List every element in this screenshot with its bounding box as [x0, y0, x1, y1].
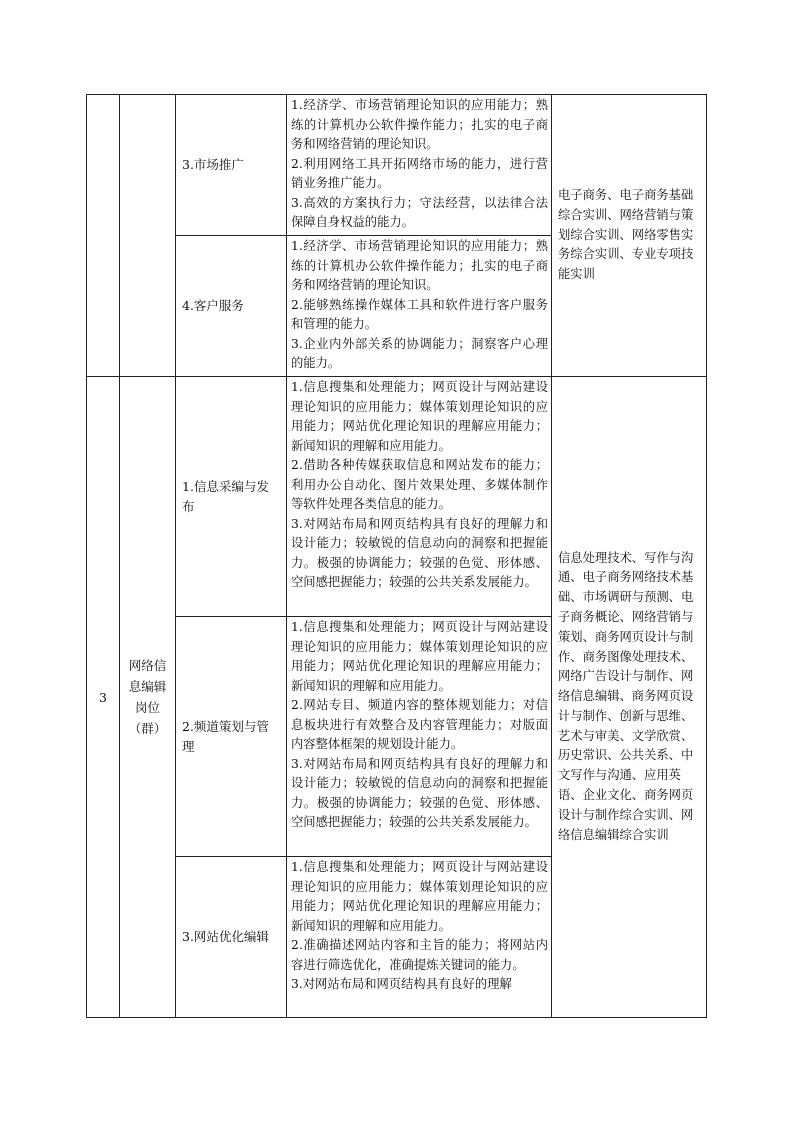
ability-item: 3.企业内外部关系的协调能力；洞察客户心理的能力。	[291, 336, 548, 370]
abilities-cell	[287, 95, 552, 236]
ability-item: 1.信息搜集和处理能力；网页设计与网站建设理论知识的应用能力；媒体策划理论知识的应用能力；网站优化理论知识的理解应用能力；新闻知识的理解和应用能力。	[291, 380, 548, 453]
row-index-cell	[87, 95, 120, 377]
courses-cell: 电子商务、电子商务基础综合实训、网络营销与策划综合实训、网络零售实务综合实训、专业专项技能实训	[552, 95, 707, 377]
table-row	[87, 377, 707, 617]
ability-item: 3.对网站布局和网页结构具有良好的理解力和设计能力；较敏锐的信息动向的洞察和把握能力。极强的协调能力；较强的色觉、形体感、空间感把握能力；较强的公共关系发展能力。	[291, 516, 548, 589]
post-cell	[120, 95, 176, 377]
ability-item: 3.对网站布局和网页结构具有良好的理解	[291, 977, 512, 991]
abilities-cell	[287, 857, 552, 1018]
ability-item: 3.高效的方案执行力；守法经营，以法律合法保障自身权益的能力。	[291, 195, 548, 229]
ability-item: 2.网站专目、频道内容的整体规划能力；对信息板块进行有效整合及内容管理能力；对版面内容整体框架的规划设计能力。	[291, 698, 548, 751]
ability-item: 1.经济学、市场营销理论知识的应用能力；熟练的计算机办公软件操作能力；扎实的电子商务和网络营销的理论知识。	[291, 239, 548, 292]
abilities-cell	[287, 617, 552, 857]
row-index: 3	[87, 377, 120, 1018]
job-cell: 1.信息采编与发布	[176, 377, 287, 617]
ability-item: 3.对网站布局和网页结构具有良好的理解力和设计能力；较敏锐的信息动向的洞察和把握能力。极强的协调能力；较强的色觉、形体感、空间感把握能力；较强的公共关系发展能力。	[291, 756, 548, 829]
courses-cell: 信息处理技术、写作与沟通、电子商务网络技术基础、市场调研与预测、电子商务概论、网络营销与策划、商务网页设计与制作、商务图像处理技术、网络广告设计与制作、网络信息编辑、商务网页设计与制作、创新与思维、艺术与审美、文学欣赏、历史常识、公共关系、中文写作与沟通、应用英语、企业文化、商务网页设计与制作综合实训、网络信息编辑综合实训	[552, 377, 707, 1018]
ability-item: 1.信息搜集和处理能力；网页设计与网站建设理论知识的应用能力；媒体策划理论知识的应用能力；网站优化理论知识的理解应用能力；新闻知识的理解和应用能力。	[291, 620, 548, 693]
job-cell: 3.市场推广	[176, 95, 287, 236]
abilities-cell	[287, 236, 552, 377]
ability-item: 1.经济学、市场营销理论知识的应用能力；熟练的计算机办公软件操作能力；扎实的电子商务和网络营销的理论知识。	[291, 98, 548, 151]
table-row	[87, 95, 707, 236]
abilities-cell	[287, 377, 552, 617]
curriculum-table	[86, 94, 707, 1018]
ability-item: 1.信息搜集和处理能力；网页设计与网站建设理论知识的应用能力；媒体策划理论知识的应用能力；网站优化理论知识的理解应用能力；新闻知识的理解和应用能力。	[291, 860, 548, 933]
ability-item: 2.准确描述网站内容和主旨的能力；将网站内容进行筛选优化，准确提炼关键词的能力。	[291, 938, 548, 972]
ability-item: 2.能够熟练操作媒体工具和软件进行客户服务和管理的能力。	[291, 297, 548, 331]
post-name: 网络信息编辑岗位（群）	[120, 377, 176, 1018]
ability-item: 2.利用网络工具开拓网络市场的能力，进行营销业务推广能力。	[291, 156, 548, 190]
job-cell: 2.频道策划与管理	[176, 617, 287, 857]
ability-item: 2.借助各种传媒获取信息和网站发布的能力；利用办公自动化、图片效果处理、多媒体制作等软件处理各类信息的能力。	[291, 458, 548, 511]
job-cell: 4.客户服务	[176, 236, 287, 377]
job-cell: 3.网站优化编辑	[176, 857, 287, 1018]
